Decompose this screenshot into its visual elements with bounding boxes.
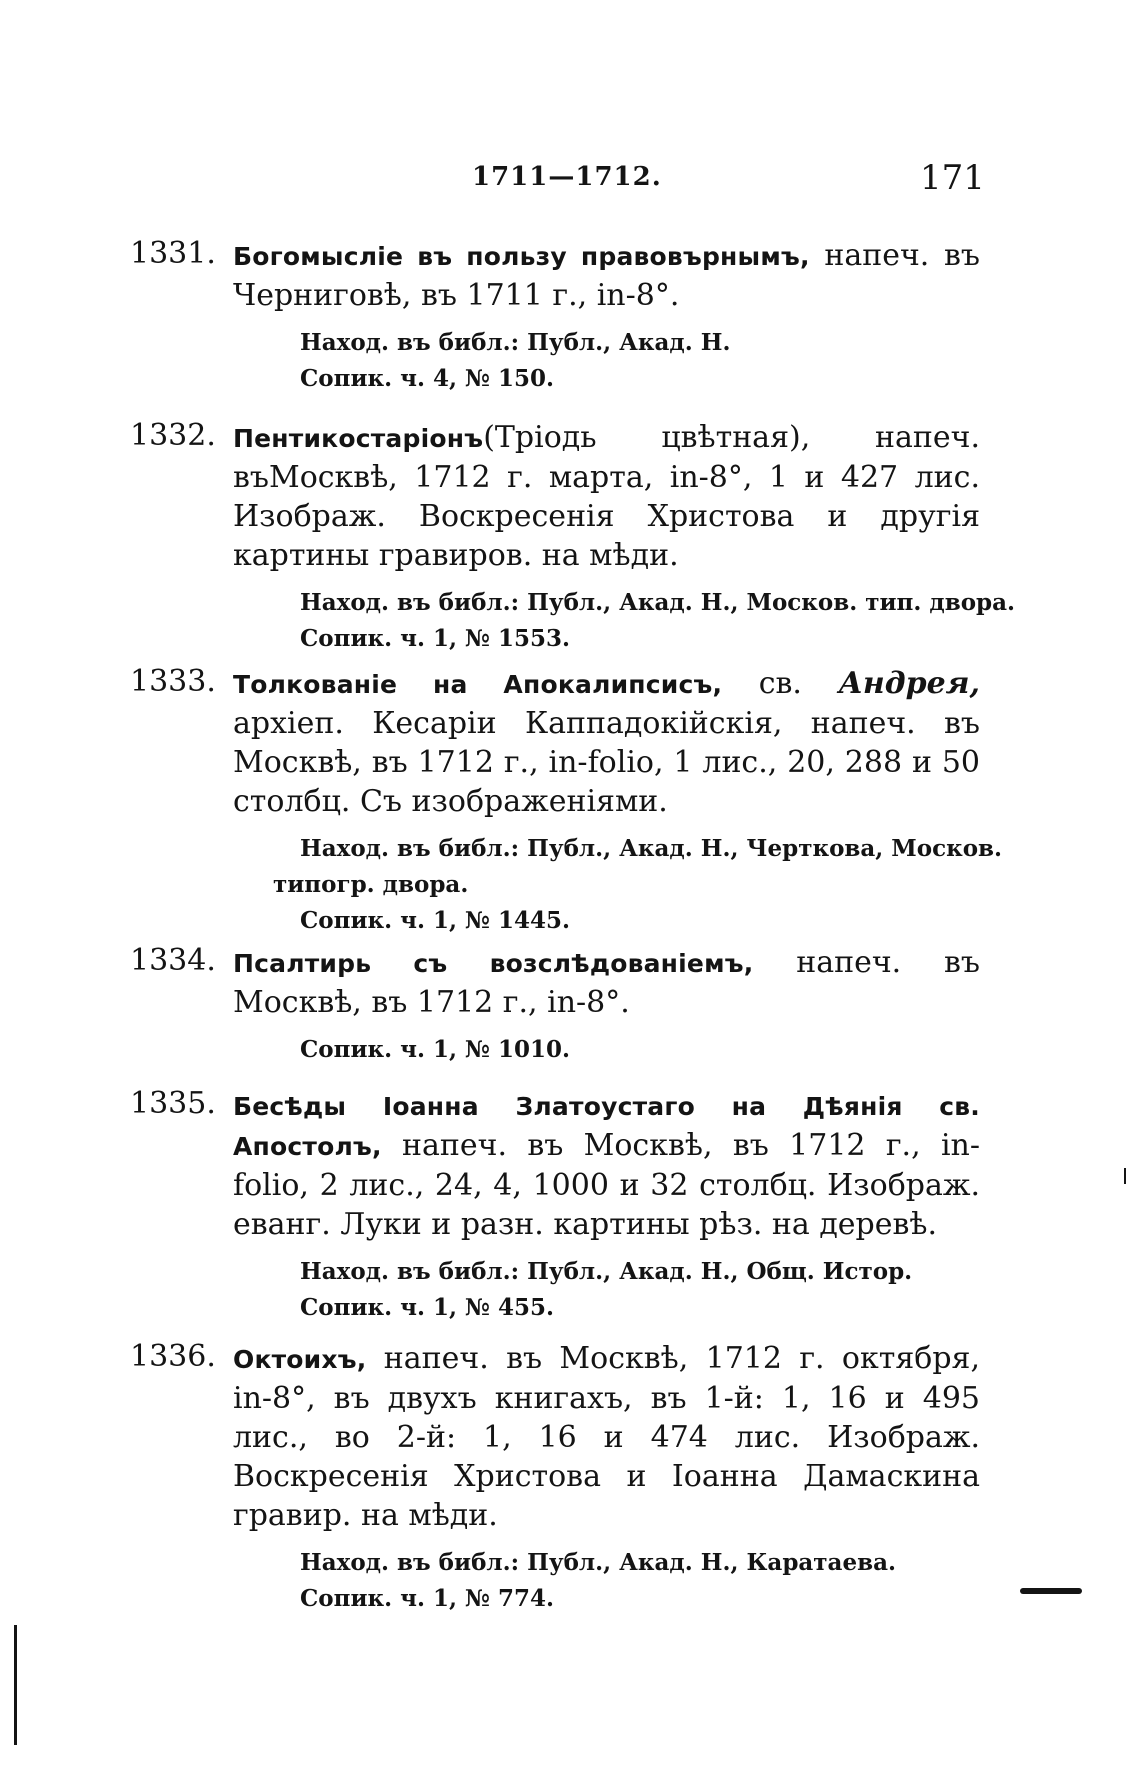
entry-imprint: напеч. въ Черниговѣ, въ 1711 г., in-8°. — [233, 238, 980, 313]
entry-number: 1331. — [130, 236, 216, 271]
entry-description — [233, 418, 980, 575]
bibliography-entry — [130, 664, 1003, 939]
sopikov-reference: Сопик. ч. 1, № 1010. — [300, 1036, 571, 1063]
entry-notes — [300, 1545, 980, 1617]
entry-imprint: архіеп. Кесаріи Каппадокійскія, напеч. въ Москвѣ, въ 1712 г., in-folio, 1 лис., 20, 288 и 50 столбц. Съ изображеніями. — [233, 706, 980, 819]
entry-title: Толкованіе на Апокалипсисъ, — [233, 670, 723, 699]
page-number: 171 — [920, 158, 985, 198]
printer-dash-mark — [1020, 1588, 1082, 1594]
entry-number: 1332. — [130, 418, 216, 453]
scan-speck — [1124, 1168, 1126, 1184]
entry-number: 1335. — [130, 1086, 216, 1121]
entry-imprint: напеч. въ Москвѣ, въ 1712 г., in-8°. — [233, 945, 980, 1020]
bibliography-entry — [130, 1086, 980, 1326]
entry-description — [233, 1339, 980, 1535]
entry-notes — [300, 1254, 980, 1326]
bibliography-entry — [130, 236, 980, 397]
entry-number: 1336. — [130, 1339, 216, 1374]
entry-author: Андрея, — [838, 666, 980, 701]
running-head — [0, 158, 1140, 206]
entry-description — [233, 664, 980, 821]
entry-number: 1334. — [130, 943, 216, 978]
entry-description — [233, 236, 980, 315]
entry-notes — [273, 831, 1003, 939]
library-holdings: Наход. въ библ.: Публ., Акад. Н., Черткова, Москов. — [300, 835, 1003, 862]
entry-notes — [300, 1032, 980, 1068]
entry-title: Октоихъ, — [233, 1345, 367, 1374]
year-range-heading: 1711—1712. — [472, 162, 662, 192]
entry-title: Бесѣды Іоанна Златоустаго на Дѣянія св. Апостолъ, — [233, 1092, 980, 1161]
sopikov-reference: Сопик. ч. 1, № 774. — [300, 1585, 555, 1612]
library-holdings: Наход. въ библ.: Публ., Акад. Н., Общ. Истор. — [300, 1258, 913, 1285]
entry-imprint: напеч. въ Москвѣ, въ 1712 г., in-folio, 2 лис., 24, 4, 1000 и 32 столбц. Изображ. еванг. Луки и разн. картины рѣз. на деревѣ. — [233, 1128, 980, 1242]
entry-description — [233, 943, 980, 1022]
entry-number: 1333. — [130, 664, 216, 699]
entry-text-before-author: св. — [722, 666, 839, 701]
entry-title: Псалтирь съ возслѣдованіемъ, — [233, 949, 754, 978]
entry-imprint: напеч. въ Москвѣ, 1712 г. октября, in-8°, въ двухъ книгахъ, въ 1-й: 1, 16 и 495 лис., во 2-й: 1, 16 и 474 лис. Изображ. Воскресенія Христова и Іоанна Дамаскина гравир. на мѣди. — [233, 1341, 980, 1533]
scan-edge-line — [14, 1625, 17, 1745]
library-holdings: Наход. въ библ.: Публ., Акад. Н. — [300, 329, 731, 356]
sopikov-reference: Сопик. ч. 1, № 1553. — [300, 625, 571, 652]
entry-description — [233, 1086, 980, 1244]
entry-title: Пентикостаріонъ — [233, 424, 484, 453]
sopikov-reference: Сопик. ч. 4, № 150. — [300, 365, 555, 392]
entry-notes — [300, 325, 980, 397]
bibliography-entry — [130, 418, 1016, 657]
sopikov-reference: Сопик. ч. 1, № 1445. — [300, 907, 571, 934]
bibliography-entry — [130, 1339, 980, 1617]
library-holdings: Наход. въ библ.: Публ., Акад. Н., Москов. тип. двора. — [300, 589, 1016, 616]
bibliography-entry — [130, 943, 980, 1068]
entry-notes — [300, 585, 1016, 657]
sopikov-reference: Сопик. ч. 1, № 455. — [300, 1294, 555, 1321]
entry-imprint: (Тріодь цвѣтная), напеч. въМосквѣ, 1712 г. марта, in-8°, 1 и 427 лис. Изображ. Воскресенія Христова и другія картины гравиров. на мѣди. — [233, 420, 980, 573]
library-holdings-continued: типогр. двора. — [273, 871, 469, 898]
library-holdings: Наход. въ библ.: Публ., Акад. Н., Каратаева. — [300, 1549, 896, 1576]
entry-title: Богомысліе въ пользу правовърнымъ, — [233, 242, 810, 271]
